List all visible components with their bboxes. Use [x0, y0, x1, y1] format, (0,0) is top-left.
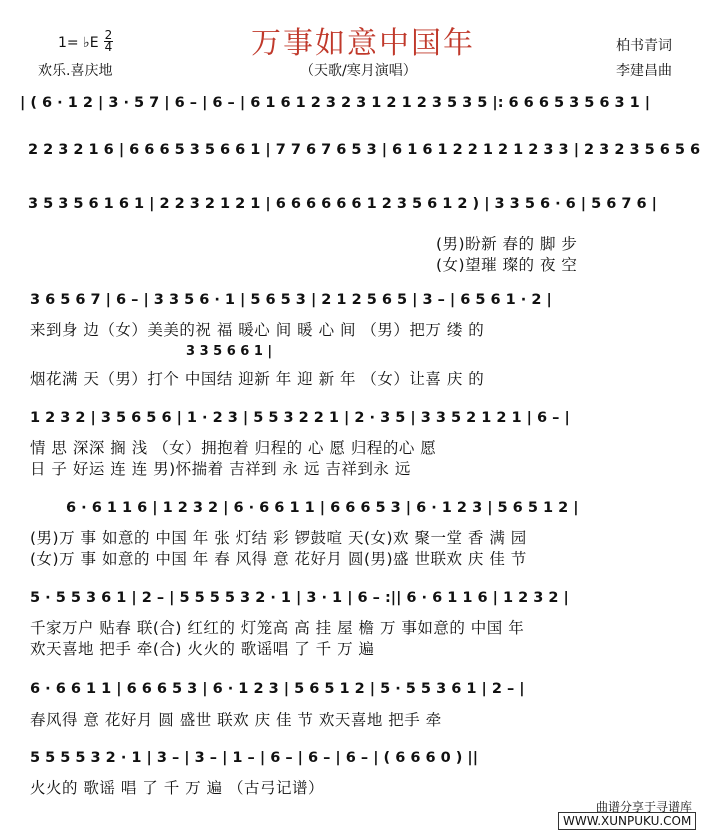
key-signature: 1= ♭E — [58, 35, 99, 51]
notation-row-4: 3 6 5 6 7 | 6 – | 3 3 5 6 · 1 | 5 6 5 3 | 2 1 2 5 6 5 | 3 – | 6 5 6 1 · 2 | — [30, 292, 552, 308]
time-sig-top: 2 — [104, 28, 113, 42]
song-title: 万事如意中国年 — [251, 26, 475, 61]
lyric-row-7a: (男)万 事 如意的 中国 年 张 灯结 彩 锣鼓喧 天(女)欢 聚一堂 香 满 园 — [30, 529, 527, 547]
time-signature — [104, 30, 113, 53]
notation-row-8: 5 · 5 5 3 6 1 | 2 – | 5 5 5 5 3 2 · 1 | 3 · 1 | 6 – :|| 6 · 6 1 1 6 | 1 2 3 2 | — [30, 590, 569, 606]
footer-url: WWW.XUNPUKU.COM — [558, 812, 696, 830]
lyric-row-5: 烟花满 天（男）打个 中国结 迎新 年 迎 新 年 （女）让喜 庆 的 — [30, 370, 485, 388]
lyric-row-8b: 欢天喜地 把手 牵(合) 火火的 歌谣唱 了 千 万 遍 — [30, 640, 375, 658]
notation-row-1: | ( 6 · 1 2 | 3 · 5 7 | 6 – | 6 – | 6 1 6 1 2 3 2 3 1 2 1 2 3 5 3 5 |: 6 6 6 5 3 5 6 3 1 | — [20, 95, 651, 111]
lyric-row-6b: 日 子 好运 连 连 男)怀揣着 吉祥到 永 远 吉祥到永 远 — [30, 460, 411, 478]
singers: （天歌/寒月演唱） — [300, 63, 417, 79]
lyric-row-7b: (女)万 事 如意的 中国 年 春 风得 意 花好月 圆(男)盛 世联欢 庆 佳 节 — [30, 550, 527, 568]
lyric-row-3b: (女)望璀 璨的 夜 空 — [436, 256, 578, 274]
mood-marking: 欢乐.喜庆地 — [38, 63, 113, 79]
lyric-row-10: 火火的 歌谣 唱 了 千 万 遍 （古弓记谱） — [30, 779, 324, 797]
notation-row-5: 3 3 5 6 6 1 | — [186, 344, 273, 359]
lyric-row-6a: 情 思 深深 搁 浅 （女）拥抱着 归程的 心 愿 归程的心 愿 — [30, 439, 437, 457]
time-sig-bottom: 4 — [104, 40, 113, 54]
notation-row-9: 6 · 6 6 1 1 | 6 6 6 5 3 | 6 · 1 2 3 | 5 6 5 1 2 | 5 · 5 5 3 6 1 | 2 – | — [30, 681, 525, 697]
notation-row-3: 3 5 3 5 6 1 6 1 | 2 2 3 2 1 2 1 | 6 6 6 6 6 6 1 2 3 5 6 1 2 ) | 3 3 5 6 · 6 | 5 6 7 6 | — [28, 196, 657, 212]
notation-row-7: 6 · 6 1 1 6 | 1 2 3 2 | 6 · 6 6 1 1 | 6 6 6 5 3 | 6 · 1 2 3 | 5 6 5 1 2 | — [66, 500, 579, 516]
notation-row-6: 1 2 3 2 | 3 5 6 5 6 | 1 · 2 3 | 5 5 3 2 2 1 | 2 · 3 5 | 3 3 5 2 1 2 1 | 6 – | — [30, 410, 570, 426]
lyric-row-4: 来到身 边（女）美美的祝 福 暖心 间 暖 心 间 （男）把万 缕 的 — [30, 321, 485, 339]
notation-row-10: 5 5 5 5 3 2 · 1 | 3 – | 3 – | 1 – | 6 – | 6 – | 6 – | ( 6 6 6 0 ) || — [30, 750, 479, 766]
lyric-row-3a: (男)盼新 春的 脚 步 — [436, 235, 578, 253]
notation-row-2: 2 2 3 2 1 6 | 6 6 6 5 3 5 6 6 1 | 7 7 6 7 6 5 3 | 6 1 6 1 2 2 1 2 1 2 3 3 | 2 3 2 3 5 6 5 6 — [28, 142, 701, 158]
lyric-row-8a: 千家万户 贴春 联(合) 红红的 灯笼高 高 挂 屋 檐 万 事如意的 中国 年 — [30, 619, 525, 637]
lyric-row-9: 春风得 意 花好月 圆 盛世 联欢 庆 佳 节 欢天喜地 把手 牵 — [30, 711, 442, 729]
lyricist: 柏书青词 — [616, 38, 672, 54]
composer: 李建昌曲 — [616, 63, 672, 79]
footer-text: 曲谱分享于寻谱库 — [596, 800, 693, 814]
